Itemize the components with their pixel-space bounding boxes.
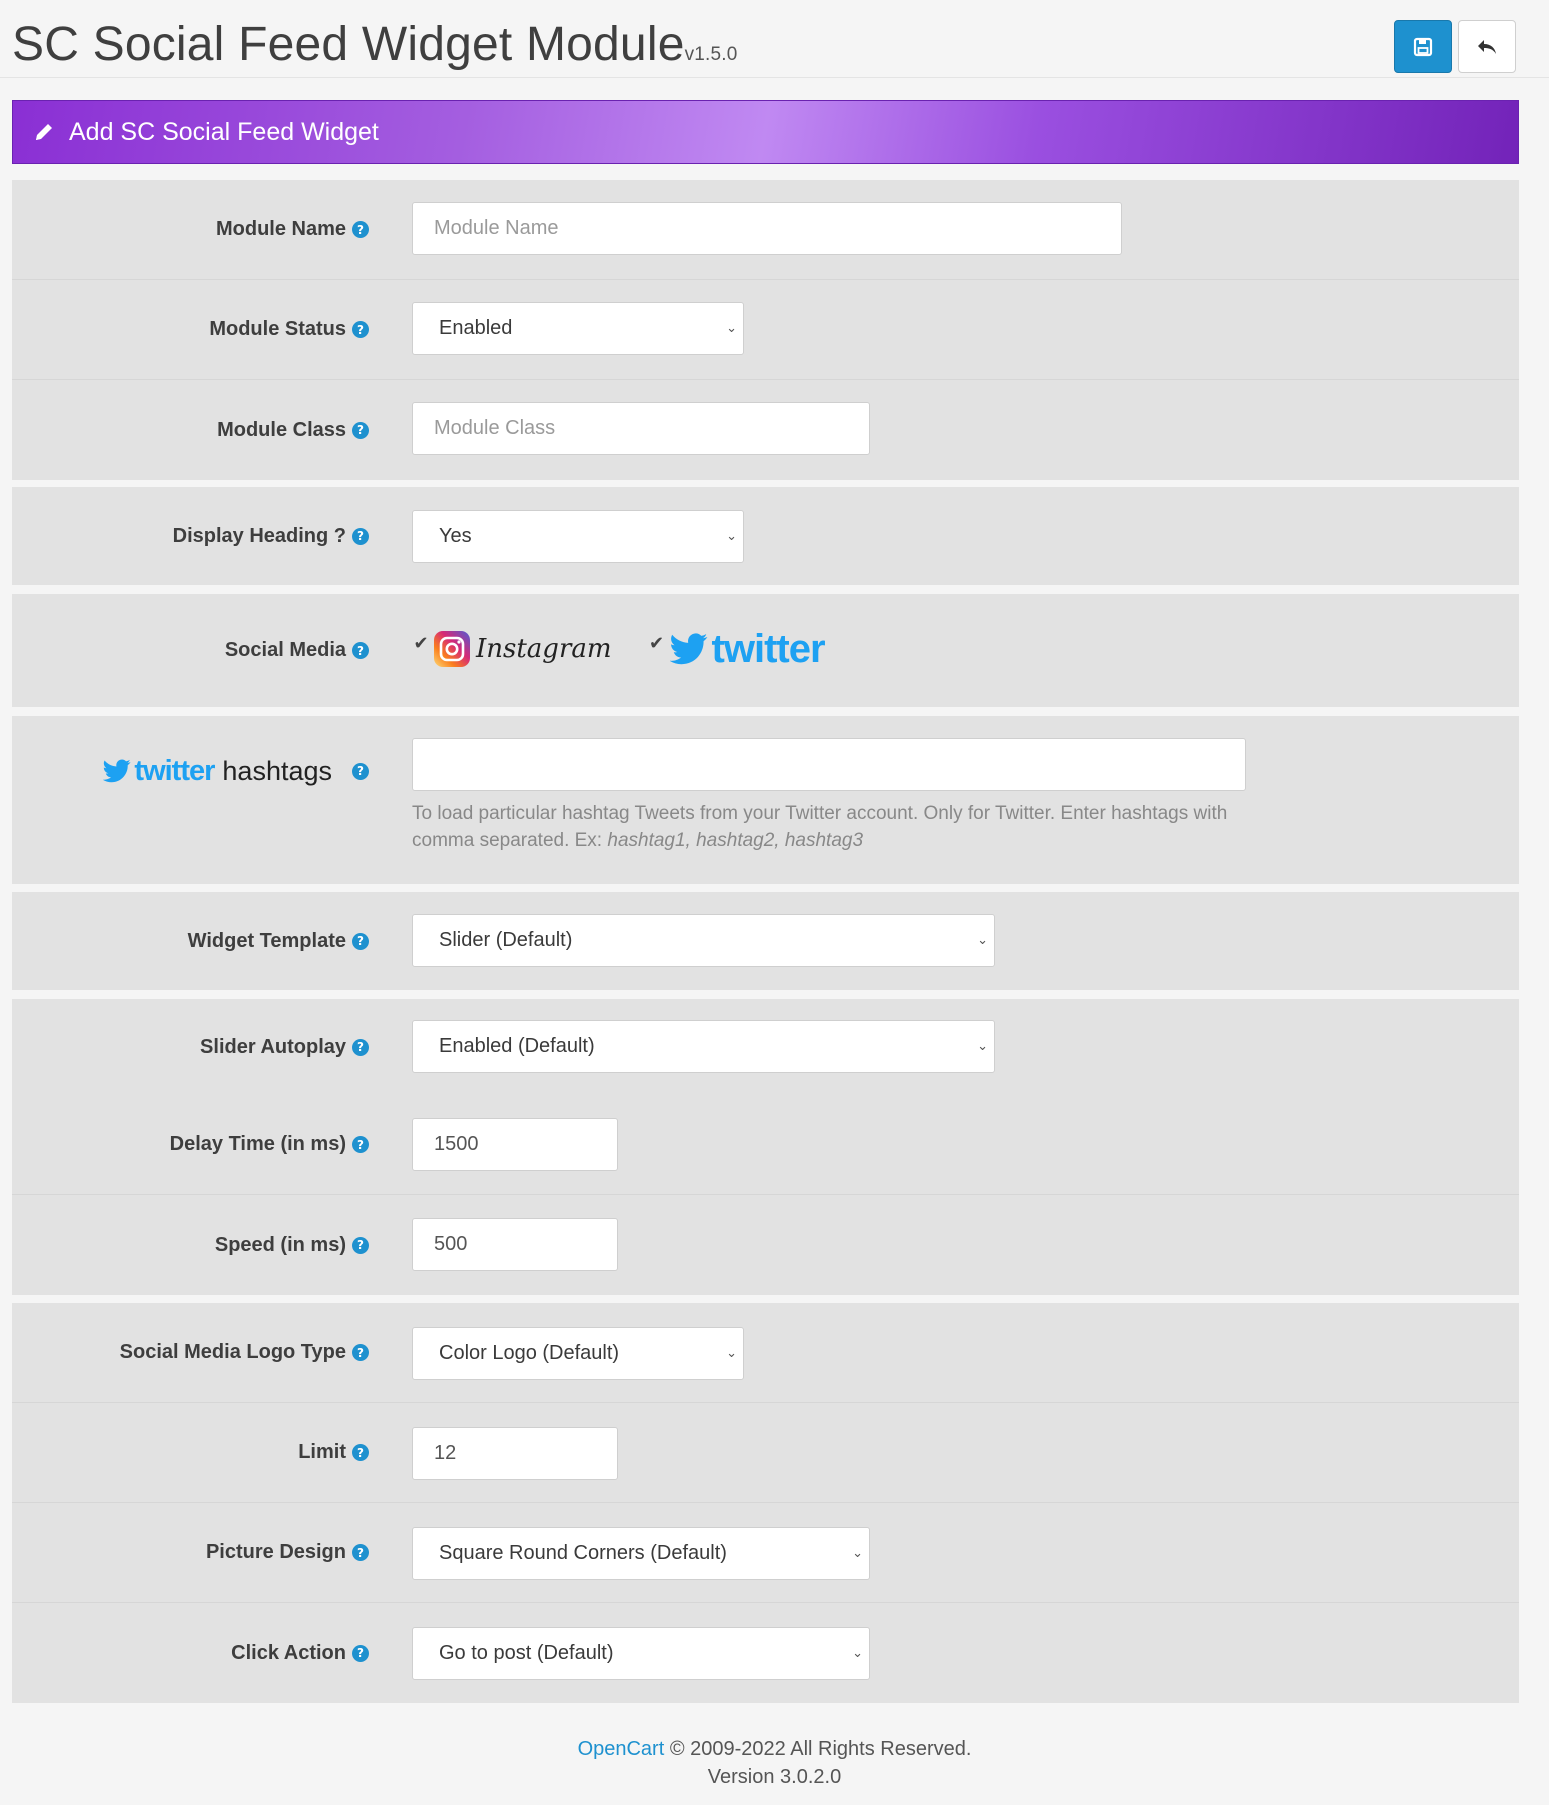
help-icon[interactable]: ? [352,1544,369,1561]
picture-design-value: Square Round Corners (Default) [439,1542,727,1564]
back-icon [1476,37,1498,57]
hashtags-help-text: To load particular hashtag Tweets from your Twitter account. Only for Twitter. Enter hashtags with comma separated. Ex: [412,803,1228,851]
help-icon[interactable]: ? [352,528,369,545]
click-action-label [231,1603,369,1703]
social-media-row [12,594,1519,707]
module-status-label-text: Module Status [209,318,346,340]
delay-time-input[interactable]: 1500 [412,1118,618,1171]
heading-section [12,487,1519,585]
twitter-checkbox[interactable]: ✔ [649,632,665,654]
twitter-label: twitter [711,626,825,671]
social-media-label-text: Social Media [224,639,346,661]
logo-type-value: Color Logo (Default) [439,1342,620,1364]
display-heading-label-text: Display Heading ? [172,524,346,547]
slider-autoplay-label-text: Slider Autoplay [200,1035,346,1058]
chevron-down-icon: ⌄ [977,933,988,948]
help-icon[interactable]: ? [352,1237,369,1254]
twitter-brand-text: twitter [134,754,215,787]
back-button[interactable] [1458,20,1516,73]
slider-autoplay-select[interactable] [412,1020,995,1073]
slider-autoplay-row [12,999,1519,1095]
picture-design-select[interactable] [412,1527,870,1580]
display-heading-row [12,487,1519,585]
module-class-row [12,380,1519,480]
widget-template-value: Slider (Default) [439,929,573,951]
module-status-value: Enabled [439,317,513,339]
copyright-text: © 2009-2022 All Rights Reserved. [669,1738,972,1760]
save-button[interactable] [1394,20,1452,73]
chevron-down-icon: ⌄ [726,529,737,544]
social-media-section [12,594,1519,707]
help-icon[interactable]: ? [352,221,369,238]
module-name-label [216,180,369,279]
footer-copyright [0,1735,1549,1763]
module-name-row [12,180,1519,280]
page-header [0,0,1549,78]
help-icon[interactable]: ? [352,321,369,338]
click-action-value: Go to post (Default) [439,1642,614,1664]
help-icon[interactable]: ? [352,1136,369,1153]
delay-time-row [12,1095,1519,1195]
speed-label [215,1195,369,1295]
page-title [12,14,738,86]
display-section [12,1303,1519,1703]
slider-autoplay-value: Enabled (Default) [439,1035,595,1057]
module-name-input[interactable]: Module Name [412,202,1122,255]
logo-type-row [12,1303,1519,1403]
module-status-select[interactable] [412,302,744,355]
delay-time-label-text: Delay Time (in ms) [169,1133,346,1155]
picture-design-label-text: Picture Design [205,1541,346,1563]
twitter-hashtags-input[interactable] [412,738,1246,791]
display-heading-label [173,487,369,585]
footer [0,1735,1549,1791]
hashtags-label-text: hashtags [222,755,332,786]
hashtags-section [12,716,1519,884]
save-icon [1413,37,1433,57]
limit-input[interactable]: 12 [412,1427,618,1480]
pencil-icon [33,121,55,143]
template-section [12,892,1519,990]
chevron-down-icon: ⌄ [852,1546,863,1561]
help-icon[interactable]: ? [352,1444,369,1461]
opencart-link[interactable]: OpenCart [577,1738,665,1760]
display-heading-value: Yes [439,525,472,547]
twitter-bird-icon [103,759,131,783]
twitter-hashtags-label [103,716,369,826]
version-badge: v1.5.0 [684,44,738,65]
instagram-icon [434,631,470,667]
help-icon[interactable]: ? [352,642,369,659]
module-name-label-text: Module Name [215,218,346,240]
chevron-down-icon: ⌄ [977,1039,988,1054]
widget-template-select[interactable] [412,914,995,967]
instagram-label: Instagram [476,634,612,664]
panel-heading [12,100,1519,164]
module-class-label-text: Module Class [217,418,346,441]
speed-input[interactable]: 500 [412,1218,618,1271]
twitter-bird-icon [670,633,708,665]
logo-type-label [120,1303,369,1402]
footer-version: Version 3.0.2.0 [707,1766,842,1788]
speed-row [12,1195,1519,1295]
panel-title: Add SC Social Feed Widget [69,117,379,146]
social-media-checkboxes [412,624,825,674]
limit-label-text: Limit [298,1441,346,1463]
widget-template-row [12,892,1519,990]
chevron-down-icon: ⌄ [852,1646,863,1661]
module-class-label [217,380,369,480]
module-status-label [209,280,369,379]
chevron-down-icon: ⌄ [726,1346,737,1361]
help-icon[interactable]: ? [352,422,369,439]
hashtags-help-example: hashtag1, hashtag2, hashtag3 [607,830,864,851]
limit-label [298,1403,369,1502]
display-heading-select[interactable] [412,510,744,563]
logo-type-label-text: Social Media Logo Type [119,1341,346,1363]
general-section [12,180,1519,480]
picture-design-row [12,1503,1519,1603]
help-icon[interactable]: ? [352,1645,369,1662]
help-icon[interactable]: ? [352,763,369,780]
module-status-row [12,280,1519,380]
speed-label-text: Speed (in ms) [214,1233,346,1256]
help-icon[interactable]: ? [352,1344,369,1361]
instagram-checkbox[interactable]: ✔ [413,632,429,654]
help-icon[interactable]: ? [352,933,369,950]
slider-section [12,999,1519,1295]
module-class-input[interactable]: Module Class [412,402,870,455]
page-title-text: SC Social Feed Widget Module [12,18,685,71]
twitter-hashtags-row [12,716,1519,884]
click-action-select[interactable] [412,1627,870,1680]
widget-template-label [188,892,369,990]
chevron-down-icon: ⌄ [726,321,737,336]
click-action-label-text: Click Action [231,1641,346,1664]
delay-time-label [170,1095,369,1194]
logo-type-select[interactable] [412,1327,744,1380]
click-action-row [12,1603,1519,1703]
help-icon[interactable]: ? [352,1039,369,1056]
social-media-label [225,594,369,707]
slider-autoplay-label [200,999,369,1095]
limit-row [12,1403,1519,1503]
picture-design-label [206,1503,369,1602]
twitter-hashtags-help [412,800,1262,854]
widget-template-label-text: Widget Template [187,929,346,952]
